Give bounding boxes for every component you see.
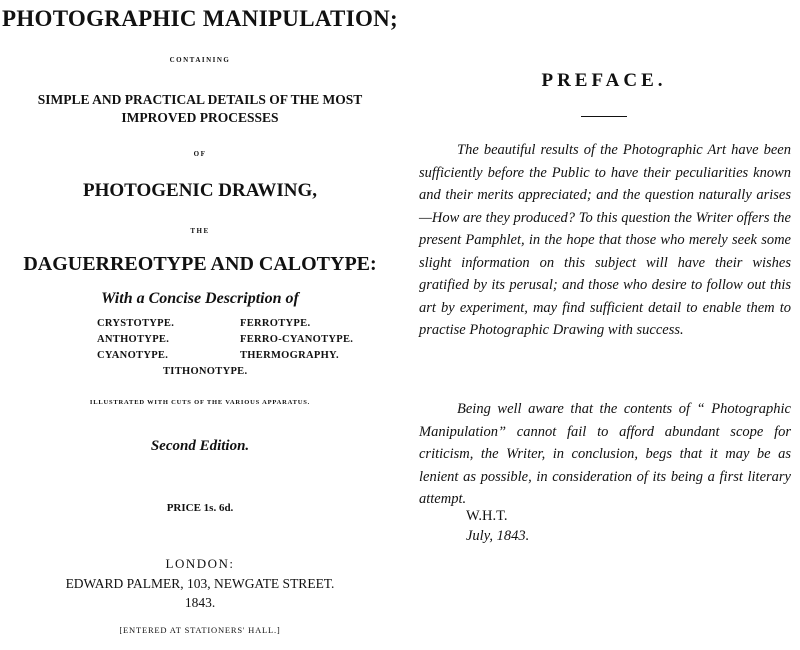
preface-heading: PREFACE. <box>541 70 667 91</box>
of-label: OF <box>193 150 207 158</box>
heading-rule <box>581 116 627 117</box>
imprint-city: LONDON: <box>165 556 235 571</box>
imprint-year: 1843. <box>184 595 216 610</box>
process-ferrotype: FERROTYPE. <box>240 318 311 329</box>
entered-note: [ENTERED AT STATIONERS' HALL.] <box>119 625 281 635</box>
process-tithonotype: TITHONOTYPE. <box>163 366 248 377</box>
concise-description-line: With a Concise Description of <box>101 290 299 307</box>
preface-paragraph-1-text: The beautiful results of the Photographic Art have been sufficiently before the Public to have their peculiarities known and their merits appreciated; and the question naturally arises—How are they produced? To this question the Writer offers the present Pamphlet, in the hope that those who merely seek some slight information on this subject will have their wishes gratified by its perusal; and those who desire to follow out this art by experiment, may find sufficient detail to enable them to practise Photographic Drawing with success. <box>419 142 791 338</box>
process-crystotype: CRYSTOTYPE. <box>97 318 175 329</box>
process-anthotype: ANTHOTYPE. <box>97 334 170 345</box>
price-label: PRICE 1s. 6d. <box>166 502 234 514</box>
preface-paragraph-2 <box>419 398 791 511</box>
containing-label: CONTAINING <box>169 56 231 64</box>
the-label: THE <box>190 227 210 235</box>
preface-signature: W.H.T. <box>466 508 508 524</box>
preface-date: July, 1843. <box>466 528 530 544</box>
process-thermography: THERMOGRAPHY. <box>240 350 339 361</box>
subtitle-line-2: IMPROVED PROCESSES <box>121 110 279 125</box>
book-title: PHOTOGRAPHIC MANIPULATION; <box>1 6 399 31</box>
process-ferro-cyanotype: FERRO-CYANOTYPE. <box>240 334 354 345</box>
preface-paragraph-2-text: Being well aware that the contents of “ Photographic Manipulation” cannot fail to afford abundant scope for criticism, the Writer, in conclusion, begs that it may be as lenient as possible, in consideration of its being a first literary attempt. <box>419 401 791 507</box>
preface-paragraph-1 <box>419 139 791 342</box>
daguerreotype-heading: DAGUERREOTYPE AND CALOTYPE: <box>23 253 377 275</box>
illustrated-note: ILLUSTRATED WITH CUTS OF THE VARIOUS APPARATUS. <box>89 399 311 406</box>
photogenic-drawing-heading: PHOTOGENIC DRAWING, <box>82 180 317 201</box>
edition-label: Second Edition. <box>150 438 250 454</box>
subtitle <box>0 91 400 127</box>
preface-page <box>408 0 800 650</box>
subtitle-line-1: SIMPLE AND PRACTICAL DETAILS OF THE MOST <box>37 92 363 107</box>
process-cyanotype: CYANOTYPE. <box>97 350 169 361</box>
imprint-publisher: EDWARD PALMER, 103, NEWGATE STREET. <box>65 576 335 591</box>
